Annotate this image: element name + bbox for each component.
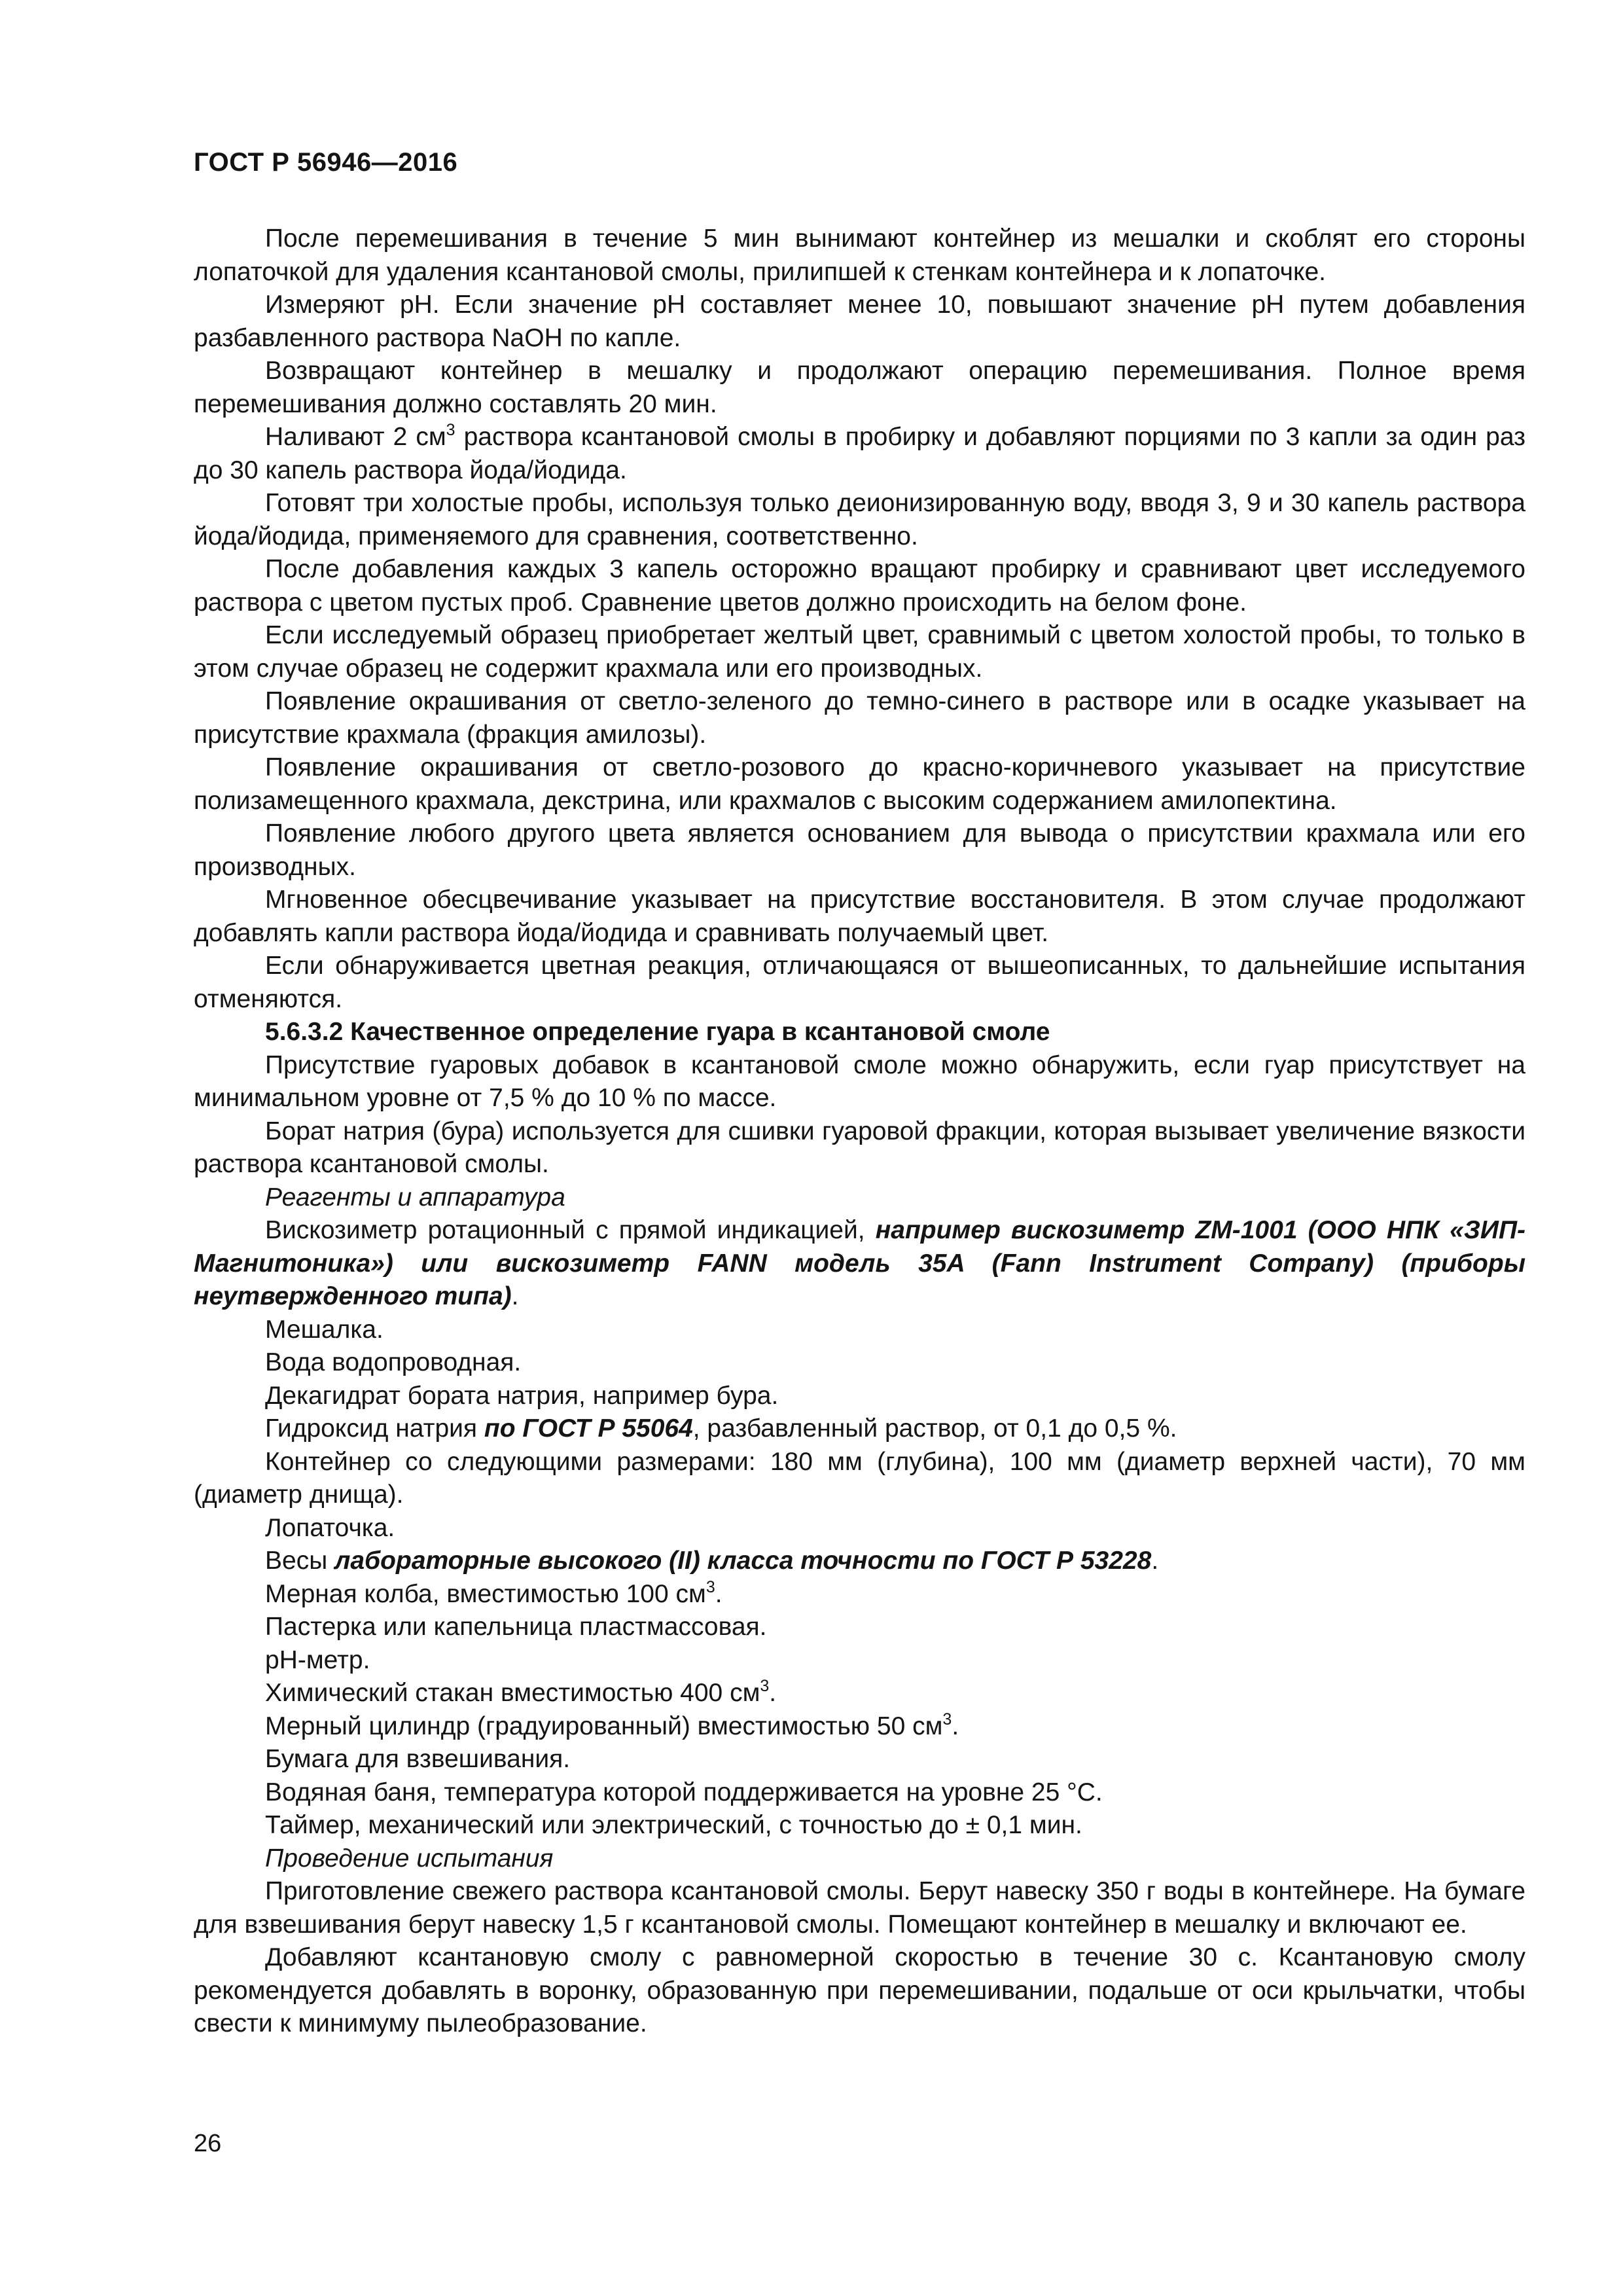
text-run: Гидроксид натрия: [265, 1414, 484, 1443]
list-item: Водяная баня, температура которой поддерживается на уровне 25 °С.: [265, 1778, 1103, 1806]
text-run-emphasis: например вискозиметр ZM-1001 (ООО НПК «ЗИП-Магнитоника») или вискозиметр FANN модель 35A (Fann Instrument Company) (приборы неутвержденного типа): [194, 1216, 1525, 1310]
list-item: Декагидрат бората натрия, например бура.: [265, 1381, 779, 1410]
list-item: pH-метр.: [265, 1645, 370, 1674]
list-item: [194, 1545, 1525, 1578]
text-run: , разбавленный раствор, от 0,1 до 0,5 %.: [692, 1414, 1177, 1443]
paragraph: [194, 421, 1525, 487]
list-item: [194, 1677, 1525, 1710]
text-run: Химический стакан вместимостью 400 см: [265, 1679, 760, 1707]
text-run-emphasis: по ГОСТ Р 55064: [484, 1414, 693, 1443]
paragraph: Появление любого другого цвета является основанием для вывода о присутствии крахмала или его производных.: [194, 819, 1525, 881]
page-number: 26: [194, 2130, 222, 2157]
text-run: .: [715, 1579, 722, 1608]
paragraph: Мгновенное обесцвечивание указывает на присутствие восстановителя. В этом случае продолжают добавлять капли раствора йода/йодида и сравнивать получаемый цвет.: [194, 886, 1525, 947]
text-run: Весы: [265, 1547, 335, 1575]
text-run: .: [511, 1282, 519, 1310]
document-body: [194, 223, 1525, 2041]
paragraph: Появление окрашивания от светло-зеленого до темно-синего в растворе или в осадке указывает на присутствие крахмала (фракция амилозы).: [194, 687, 1525, 749]
paragraph: Присутствие гуаровых добавок в ксантановой смоле можно обнаружить, если гуар присутствует на минимальном уровне от 7,5 % до 10 % по массе.: [194, 1050, 1525, 1112]
paragraph: Готовят три холостые пробы, используя только деионизированную воду, вводя 3, 9 и 30 капель раствора йода/йодида, применяемого для сравнения, соответственно.: [194, 489, 1525, 550]
text-run: .: [1151, 1547, 1159, 1575]
text-run: .: [769, 1679, 777, 1707]
section-heading: 5.6.3.2 Качественное определение гуара в ксантановой смоле: [265, 1018, 1050, 1046]
text-run: .: [952, 1712, 959, 1740]
list-item: Пастерка или капельница пластмассовая.: [265, 1613, 767, 1641]
paragraph: Добавляют ксантановую смолу с равномерной скоростью в течение 30 с. Ксантановую смолу рекомендуется добавлять в воронку, образованную при перемешивании, подальше от оси крыльчатки, чтобы свести к минимуму пылеобразование.: [194, 1943, 1525, 2037]
superscript: 3: [446, 421, 455, 439]
superscript: 3: [705, 1577, 715, 1596]
paragraph: Если обнаруживается цветная реакция, отличающаяся от вышеописанных, то дальнейшие испытания отменяются.: [194, 952, 1525, 1013]
text-run-emphasis: лабораторные высокого (II) класса точности по ГОСТ Р 53228: [334, 1547, 1152, 1575]
paragraph: После перемешивания в течение 5 мин вынимают контейнер из мешалки и скоблят его стороны лопаточкой для удаления ксантановой смолы, прилипшей к стенкам контейнера и к лопаточке.: [194, 224, 1525, 286]
superscript: 3: [760, 1677, 770, 1695]
paragraph: После добавления каждых 3 капель осторожно вращают пробирку и сравнивают цвет исследуемого раствора с цветом пустых проб. Сравнение цветов должно происходить на белом фоне.: [194, 555, 1525, 617]
paragraph: Приготовление свежего раствора ксантановой смолы. Берут навеску 350 г воды в контейнере. На бумаге для взвешивания берут навеску 1,5 г ксантановой смолы. Помещают контейнер в мешалку и включают ее.: [194, 1877, 1525, 1939]
paragraph: Появление окрашивания от светло-розового до красно-коричневого указывает на присутствие полизамещенного крахмала, декстрина, или крахмалов с высоким содержанием амилопектина.: [194, 753, 1525, 815]
paragraph: Борат натрия (бура) используется для сшивки гуаровой фракции, которая вызывает увеличение вязкости раствора ксантановой смолы.: [194, 1117, 1525, 1178]
superscript: 3: [942, 1710, 952, 1729]
list-item: Таймер, механический или электрический, с точностью до ± 0,1 мин.: [265, 1811, 1082, 1839]
text-run: Мерный цилиндр (градуированный) вместимостью 50 см: [265, 1712, 943, 1740]
document-header: ГОСТ Р 56946—2016: [194, 148, 458, 177]
list-item: Мешалка.: [265, 1315, 383, 1344]
paragraph: Измеряют pH. Если значение pH составляет менее 10, повышают значение pH путем добавления разбавленного раствора NaOH по капле.: [194, 291, 1525, 352]
list-item: Бумага для взвешивания.: [265, 1745, 571, 1773]
list-item: Контейнер со следующими размерами: 180 мм (глубина), 100 мм (диаметр верхней части), 70 мм (диаметр днища).: [194, 1447, 1525, 1509]
list-item: Вода водопроводная.: [265, 1348, 522, 1376]
text-run: раствора ксантановой смолы в пробирку и добавляют порциями по 3 капли за один раз до 30 капель раствора йода/йодида.: [194, 423, 1525, 484]
text-run: Мерная колба, вместимостью 100 см: [265, 1579, 706, 1608]
subheading-reagents: Реагенты и аппаратура: [265, 1183, 565, 1211]
text-run: Наливают 2 см: [265, 423, 446, 451]
list-item: [194, 1710, 1525, 1744]
text-run: Вискозиметр ротационный с прямой индикацией,: [265, 1216, 876, 1244]
subheading-procedure: Проведение испытания: [265, 1844, 554, 1873]
list-item: Лопаточка.: [265, 1513, 395, 1542]
list-item: [194, 1578, 1525, 1611]
list-item: [194, 1214, 1525, 1314]
list-item: [194, 1412, 1525, 1446]
paragraph: Если исследуемый образец приобретает желтый цвет, сравнимый с цветом холостой пробы, то только в этом случае образец не содержит крахмала или его производных.: [194, 621, 1525, 683]
paragraph: Возвращают контейнер в мешалку и продолжают операцию перемешивания. Полное время перемешивания должно составлять 20 мин.: [194, 357, 1525, 418]
